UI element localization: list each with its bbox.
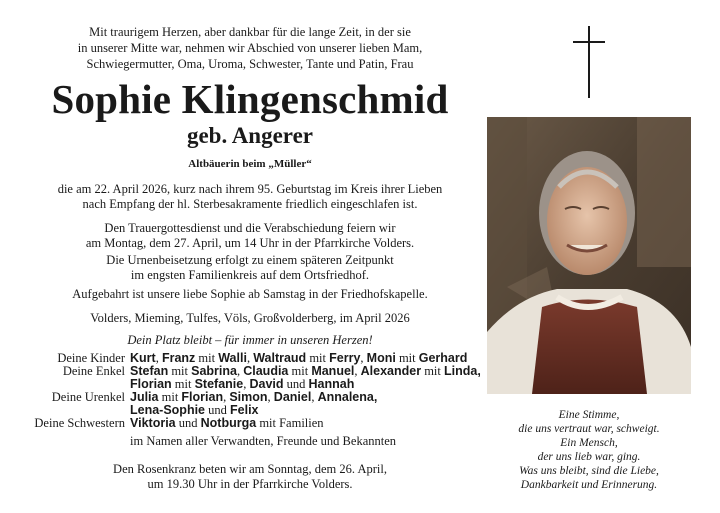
grandchildren-names: Stefan mit Sabrina, Claudia mit Manuel, Alexander mit Linda, [130,364,481,378]
intro-line: Schwiegermutter, Oma, Uroma, Schwester, Tante und Patin, Frau [86,57,414,71]
deceased-name: Sophie Klingenschmid [51,76,449,122]
rosary-info [20,462,480,492]
intro-line: in unserer Mitte war, nehmen wir Abschied von unserer lieben Mam, [77,41,423,55]
children-label: Deine Kinder [57,351,125,365]
death-notice [20,182,480,212]
death-notice-line: nach Empfang der hl. Sterbesakramente friedlich eingeschlafen ist. [82,197,418,211]
great-grandchildren-names: Julia mit Florian, Simon, Daniel, Annalena, [130,390,378,404]
funeral-info [20,221,480,251]
farm-title: Altbäuerin beim „Müller“ [188,158,312,170]
verse-line: Eine Stimme, [558,409,620,421]
rosary-line: Den Rosenkranz beten wir am Sonntag, dem 26. April, [113,462,387,476]
funeral-line: am Montag, dem 27. April, um 14 Uhr in der Pfarrkirche Volders. [85,236,415,250]
intro-line: Mit traurigem Herzen, aber dankbar für die lange Zeit, in der sie [89,25,411,39]
urn-info [20,253,480,283]
place-date-line: Volders, Mieming, Tulfes, Völs, Großvolderberg, im April 2026 [90,311,410,325]
urn-line: Die Urnenbeisetzung erfolgt zu einem späteren Zeitpunkt [106,253,394,267]
verse-line: Was uns bleibt, sind die Liebe, [519,465,659,477]
portrait-photo [487,117,691,394]
urn-line: im engsten Familienkreis auf dem Ortsfriedhof. [130,268,370,282]
rosary-line: um 19.30 Uhr in der Pfarrkirche Volders. [147,477,353,491]
cross-icon [573,26,605,98]
laid-out-info [20,287,480,302]
verse-line: die uns vertraut war, schweigt. [518,423,660,435]
verse-line: Dankbarkeit und Erinnerung. [520,479,658,491]
memorial-quote: Dein Platz bleibt – für immer in unseren Herzen! [127,333,373,347]
siblings-label: Deine Schwestern [34,416,125,430]
family-list [20,352,480,448]
great-grandchildren-label: Deine Urenkel [51,390,125,404]
relatives-text: im Namen aller Verwandten, Freunde und Bekannten [130,434,397,448]
memorial-verse [487,408,691,492]
verse-line: der uns lieb war, ging. [537,451,641,463]
family-row-siblings [20,417,480,430]
grandchildren-label: Deine Enkel [62,364,125,378]
maiden-name: geb. Angerer [186,123,314,148]
verse-line: Ein Mensch, [560,437,618,449]
grandchildren-names-cont: Florian mit Stefanie, David und Hannah [130,377,355,391]
family-row-relatives [20,435,480,448]
great-grandchildren-names-cont: Lena-Sophie und Felix [130,403,259,417]
place-date [20,311,480,326]
intro-text [20,24,480,72]
siblings-names: Viktoria und Notburga mit Familien [130,416,324,430]
children-names: Kurt, Franz mit Walli, Waltraud mit Ferry, Moni mit Gerhard [130,351,468,365]
death-notice-line: die am 22. April 2026, kurz nach ihrem 95. Geburtstag im Kreis ihrer Lieben [57,182,443,196]
laid-out-line: Aufgebahrt ist unsere liebe Sophie ab Samstag in der Friedhofskapelle. [72,287,428,301]
funeral-line: Den Trauergottesdienst und die Verabschiedung feiern wir [104,221,396,235]
